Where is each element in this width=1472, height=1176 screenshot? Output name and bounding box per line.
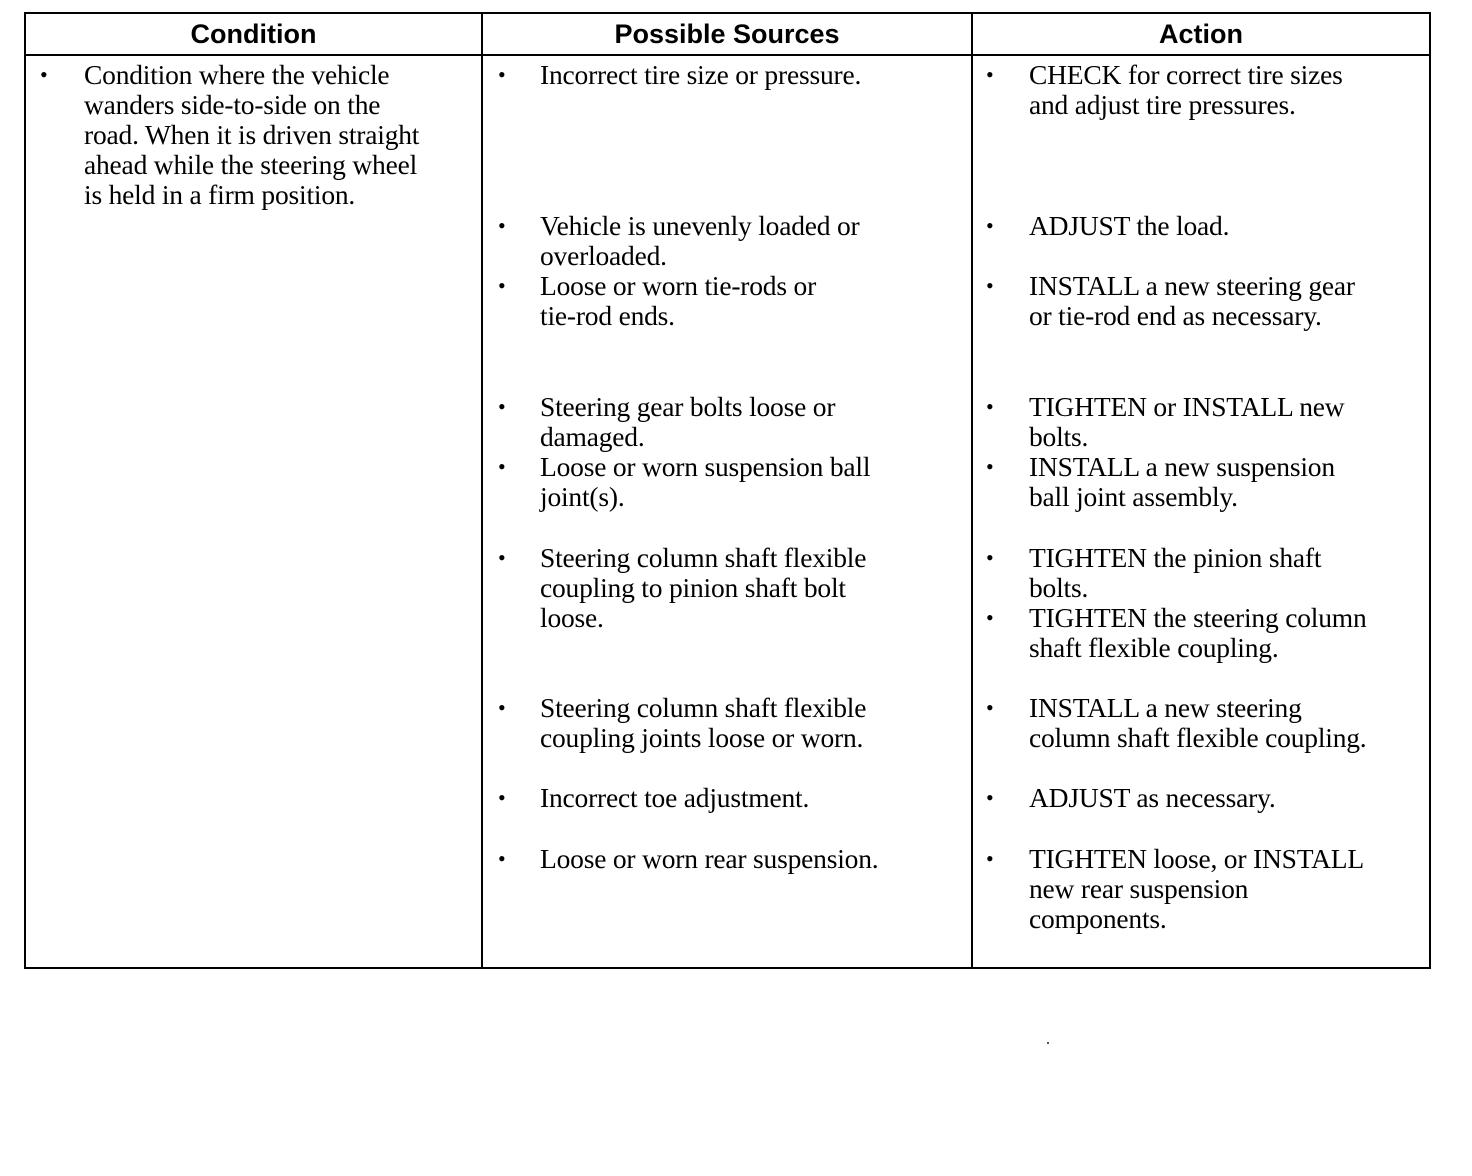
bullet: • <box>40 62 48 87</box>
bullet: • <box>498 273 506 298</box>
condition-text: Condition where the vehicle wanders side-to-side on the road. When it is driven straight ahead while the steering wheel is held in a firm position. <box>84 59 420 210</box>
scan-speck <box>1047 1042 1049 1044</box>
bullet: • <box>498 213 506 238</box>
bullet: • <box>498 545 506 570</box>
source-text: Loose or worn suspension ball joint(s). <box>540 451 871 512</box>
source-text: Steering column shaft flexible coupling joints loose or worn. <box>540 692 867 753</box>
action-text: TIGHTEN the pinion shaft bolts. <box>1029 542 1322 603</box>
bullet: • <box>986 213 994 238</box>
bullet: • <box>986 605 994 630</box>
bullet: • <box>986 394 994 419</box>
source-text: Incorrect toe adjustment. <box>540 782 810 813</box>
bullet: • <box>986 454 994 479</box>
bullet: • <box>986 785 994 810</box>
header-action: Action <box>1159 18 1243 49</box>
bullet: • <box>986 545 994 570</box>
header-rule <box>26 54 1429 56</box>
diagnosis-table <box>24 12 1431 969</box>
bullet: • <box>986 846 994 871</box>
source-text: Incorrect tire size or pressure. <box>540 59 862 90</box>
action-text: ADJUST as necessary. <box>1029 782 1276 813</box>
bullet: • <box>498 846 506 871</box>
action-text: INSTALL a new suspension ball joint assembly. <box>1029 451 1335 512</box>
action-text: TIGHTEN loose, or INSTALL new rear suspension components. <box>1029 843 1364 934</box>
bullet: • <box>498 62 506 87</box>
action-text: INSTALL a new steering gear or tie-rod end as necessary. <box>1029 270 1355 331</box>
source-text: Loose or worn rear suspension. <box>540 843 879 874</box>
header-possible-sources: Possible Sources <box>614 18 840 49</box>
bullet: • <box>498 394 506 419</box>
action-text: TIGHTEN the steering column shaft flexible coupling. <box>1029 602 1367 663</box>
bullet: • <box>986 273 994 298</box>
source-text: Steering gear bolts loose or damaged. <box>540 391 836 452</box>
header-condition: Condition <box>190 18 317 49</box>
action-text: ADJUST the load. <box>1029 210 1230 241</box>
action-text: TIGHTEN or INSTALL new bolts. <box>1029 391 1345 452</box>
bullet: • <box>498 695 506 720</box>
source-text: Loose or worn tie-rods or tie-rod ends. <box>540 270 817 331</box>
action-text: INSTALL a new steering column shaft flexible coupling. <box>1029 692 1367 753</box>
source-text: Vehicle is unevenly loaded or overloaded. <box>540 210 860 271</box>
action-text: CHECK for correct tire sizes and adjust tire pressures. <box>1029 59 1343 120</box>
bullet: • <box>986 62 994 87</box>
bullet: • <box>498 785 506 810</box>
bullet: • <box>986 695 994 720</box>
bullet: • <box>498 454 506 479</box>
source-text: Steering column shaft flexible coupling to pinion shaft bolt loose. <box>540 542 867 633</box>
